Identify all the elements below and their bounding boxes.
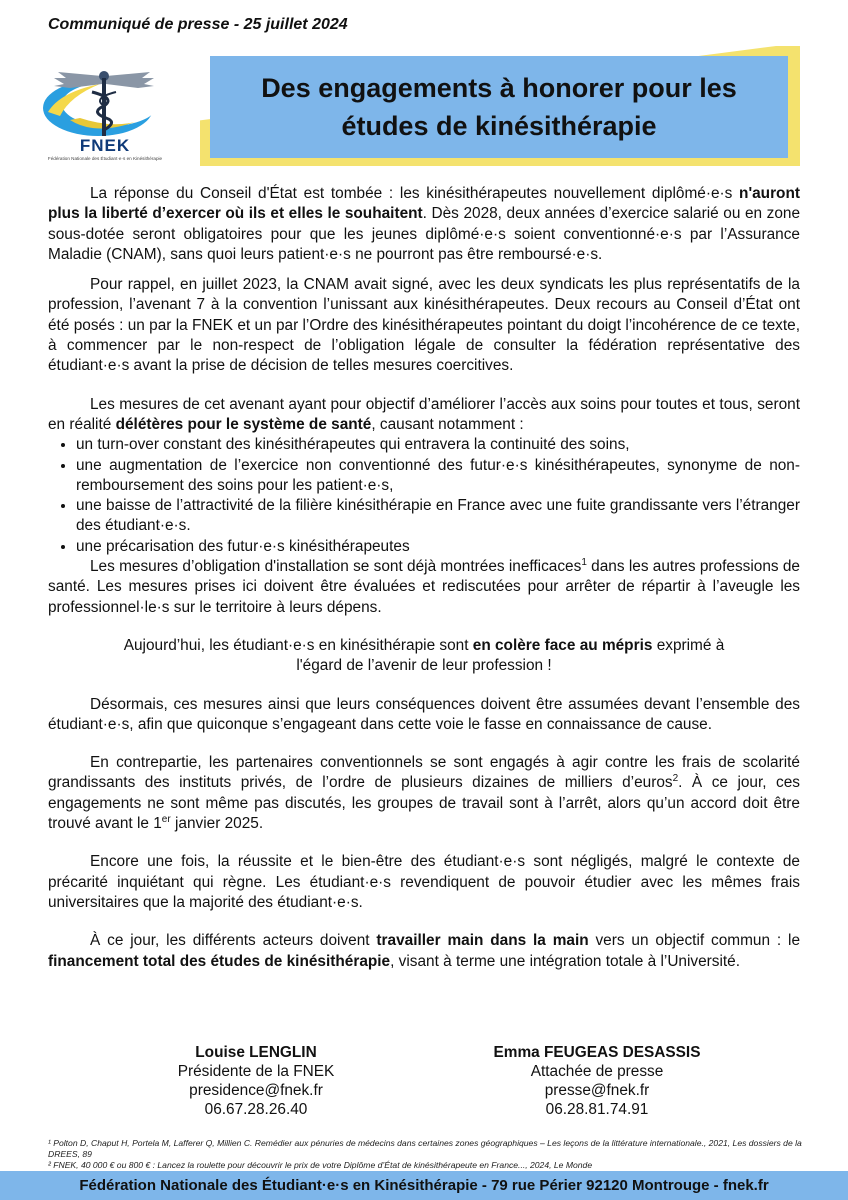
paragraph-1: La réponse du Conseil d'État est tombée : les kinésithérapeutes nouvellement diplômé·e·s n'auront plus la liberté d’exercer où ils et elles le souhaitent. Dès 2028, deux années d’exercice salarié ou en zone sous-dotée seront obligatoires pour que les jeunes diplômé·e·s soient conventionné·e·s par l’Assurance Maladie (CNAM), sans quoi leurs patient·e·s ne pourront pas être remboursé·e·s.	[48, 185, 801, 263]
logo-wordmark: FNEK	[79, 136, 131, 155]
signatory-role: Présidente de la FNEK	[177, 1063, 335, 1080]
paragraph-2: Pour rappel, en juillet 2023, la CNAM avait signé, avec les deux syndicats les plus représentatifs de la profession, l’avenant 7 à la convention l’unissant aux kinésithérapeutes. Deux recours au Conseil d’État ont été posés : un par la FNEK et un par l’Ordre des kinésithérapeutes pointant du doigt l’incohérence de ce texte, à commencer par le non-respect de l’obligation légale de consulter la fédération représentative des étudiant·e·s avant la prise de décision de telles mesures coercitives.	[48, 276, 800, 375]
list-item: • une précarisation des futur·e·s kinésithérapeutes	[76, 537, 800, 557]
signatory-phone: 06.67.28.26.40	[204, 1101, 308, 1118]
signature-president	[106, 1043, 406, 1119]
list-item: • une augmentation de l’exercice non conventionné des futur·e·s kinésithérapeutes, synonyme de non-remboursement des soins pour les patient·e·s,	[76, 456, 800, 497]
footnote-1: ¹ Polton D, Chaput H, Portela M, Lafferer Q, Millien C. Remédier aux pénuries de médecins dans certaines zones géographiques – Les leçons de la littérature internationale., 2021, Les dossiers de la DREES, 89	[48, 1138, 802, 1159]
signature-press-attache	[447, 1043, 747, 1119]
logo-subtitle: Fédération Nationale des Étudiant·e·s en Kinésithérapie	[47, 156, 163, 161]
footer-text: Fédération Nationale des Étudiant·e·s en Kinésithérapie - 79 rue Périer 92120 Montrouge - fnek.fr	[79, 1177, 769, 1194]
footnotes	[48, 1138, 808, 1171]
paragraph-8: Encore une fois, la réussite et le bien-être des étudiant·e·s sont négligés, malgré le contexte de précarité inquiétant qui règne. Les étudiant·e·s revendiquent de pouvoir étudier avec les mêmes frais universitaires que la majorité des étudiant·e·s.	[48, 853, 800, 911]
title-banner	[200, 46, 800, 168]
signatory-phone: 06.28.81.74.91	[545, 1101, 649, 1118]
list-item: • une baisse de l’attractivité de la filière kinésithérapie en France avec une fuite grandissante vers l’étranger des étudiant·e·s.	[76, 496, 800, 537]
signatory-email[interactable]: presse@fnek.fr	[544, 1082, 650, 1099]
fnek-logo	[40, 62, 170, 170]
title-box	[210, 56, 788, 158]
list-item: • un turn-over constant des kinésithérapeutes qui entravera la continuité des soins,	[76, 435, 800, 455]
signatory-name: Louise LENGLIN	[195, 1044, 317, 1061]
press-release-date: Communiqué de presse - 25 juillet 2024	[48, 16, 348, 33]
page-title: Des engagements à honorer pour les études de kinésithérapie	[261, 73, 737, 141]
caduceus-icon	[40, 62, 170, 140]
signatory-name: Emma FEUGEAS DESASSIS	[493, 1044, 701, 1061]
footer-bar	[0, 1171, 848, 1200]
consequences-list	[48, 435, 800, 557]
signatory-email[interactable]: presidence@fnek.fr	[189, 1082, 323, 1099]
footnote-2: ² FNEK, 40 000 € ou 800 € : Lancez la roulette pour découvrir le prix de votre Diplôme d’État de kinésithérapeute en France..., 2024, Le Monde	[48, 1160, 593, 1170]
press-release-body	[48, 184, 800, 972]
paragraph-6: Désormais, ces mesures ainsi que leurs conséquences doivent être assumées devant l’ensemble des étudiant·e·s, afin que quiconque s’engageant dans cette voie le fasse en connaissance de cause.	[48, 695, 800, 733]
paragraph-4: Les mesures d’obligation d'installation se sont déjà montrées inefficaces$^1$ dans les autres professions de santé. Les mesures prises ici doivent être évaluées et rediscutées pour arrêter de répartir à l’aveugle les professionnel·le·s sur le territoire à leurs dépens.	[48, 556, 800, 616]
paragraph-9: À ce jour, les différents acteurs doivent travailler main dans la main vers un objectif commun : le financement total des études de kinésithérapie, visant à terme une intégration totale à l’Université.	[48, 932, 801, 970]
paragraph-7: En contrepartie, les partenaires conventionnels se sont engagés à agir contre les frais de scolarité grandissants des instituts privés, de l’ordre de plusieurs dizaines de milliers d’euros$^2$. À ce jour, ces engagements ne sont même pas discutés, les groupes de travail sont à l’arrêt, alors qu’un accord doit être trouvé avant le 1er janvier 2025.	[48, 754, 800, 833]
signatory-role: Attachée de presse	[530, 1063, 664, 1080]
paragraph-5: Aujourd’hui, les étudiant·e·s en kinésithérapie sont en colère face au mépris exprimé à l'égard de l’avenir de leur profession !	[123, 636, 725, 675]
paragraph-3: Les mesures de cet avenant ayant pour objectif d’améliorer l’accès aux soins pour toutes et tous, seront en réalité délétères pour le système de santé, causant notamment :	[48, 395, 800, 433]
